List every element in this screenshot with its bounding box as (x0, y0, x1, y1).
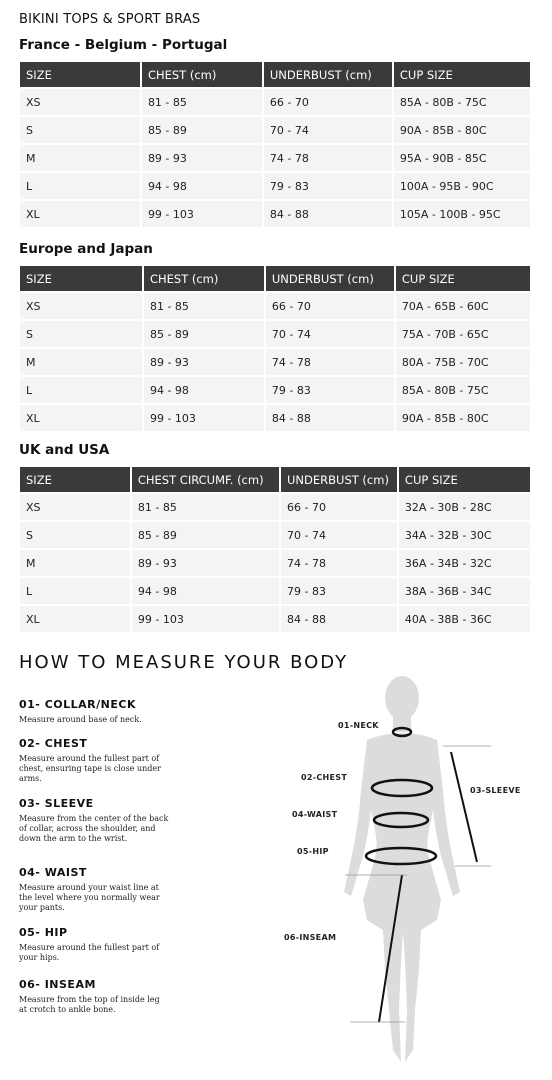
cell-underbust: 84 - 88 (266, 405, 394, 431)
how-to-measure-title: HOW TO MEASURE YOUR BODY (19, 652, 349, 673)
table-row (20, 550, 530, 576)
header-underbust: UNDERBUST (cm) (266, 266, 394, 291)
cell-cup: 40A - 38B - 36C (399, 606, 530, 632)
header-size: SIZE (20, 266, 142, 291)
cell-underbust: 79 - 83 (264, 173, 392, 199)
cell-size: S (20, 321, 142, 347)
cell-chest: 81 - 85 (142, 89, 262, 115)
table-row (20, 145, 530, 171)
measure-step-sleeve (19, 797, 169, 844)
cell-cup: 85A - 80B - 75C (394, 89, 530, 115)
header-underbust: UNDERBUST (cm) (281, 467, 397, 492)
cell-chest: 94 - 98 (144, 377, 264, 403)
table-row (20, 522, 530, 548)
cell-cup: 34A - 32B - 30C (399, 522, 530, 548)
cell-cup: 90A - 85B - 80C (394, 117, 530, 143)
cell-chest: 94 - 98 (132, 578, 279, 604)
cell-size: XS (20, 293, 142, 319)
cell-size: XL (20, 606, 130, 632)
step-heading: 02- CHEST (19, 737, 88, 750)
sleeve-line (451, 752, 477, 862)
figure-label-hip: 05-HIP (297, 847, 329, 856)
cell-underbust: 70 - 74 (281, 522, 397, 548)
section-title-uk-usa: UK and USA (19, 442, 110, 458)
step-description: Measure around your waist line at the level where you normally wear your pants. (19, 883, 160, 912)
cell-underbust: 74 - 78 (264, 145, 392, 171)
table-row (20, 606, 530, 632)
cell-cup: 80A - 75B - 70C (396, 349, 530, 375)
table-row (20, 173, 530, 199)
table-row (20, 578, 530, 604)
section-title-europe-japan: Europe and Japan (19, 241, 153, 257)
cell-underbust: 70 - 74 (264, 117, 392, 143)
cell-chest: 99 - 103 (144, 405, 264, 431)
header-cup-size: CUP SIZE (396, 266, 530, 291)
step-heading: 03- SLEEVE (19, 797, 94, 810)
cell-size: S (20, 522, 130, 548)
measure-step-chest (19, 737, 169, 784)
cell-cup: 70A - 65B - 60C (396, 293, 530, 319)
table-row (20, 89, 530, 115)
cell-chest: 89 - 93 (144, 349, 264, 375)
cell-size: XL (20, 201, 140, 227)
cell-cup: 38A - 36B - 34C (399, 578, 530, 604)
cell-size: M (20, 349, 142, 375)
cell-chest: 89 - 93 (142, 145, 262, 171)
figure-label-inseam: 06-INSEAM (284, 933, 337, 942)
cell-cup: 100A - 95B - 90C (394, 173, 530, 199)
cell-underbust: 66 - 70 (266, 293, 394, 319)
step-description: Measure around the fullest part of your hips. (19, 943, 160, 962)
table-header-row (20, 467, 530, 492)
cell-size: S (20, 117, 140, 143)
size-table-uk-usa (18, 465, 532, 634)
step-heading: 05- HIP (19, 926, 68, 939)
measure-step-inseam (19, 978, 169, 1015)
cell-underbust: 70 - 74 (266, 321, 394, 347)
header-size: SIZE (20, 62, 140, 87)
cell-chest: 81 - 85 (132, 494, 279, 520)
cell-cup: 36A - 34B - 32C (399, 550, 530, 576)
cell-underbust: 66 - 70 (281, 494, 397, 520)
table-row (20, 293, 530, 319)
step-heading: 04- WAIST (19, 866, 87, 879)
table-row (20, 117, 530, 143)
cell-cup: 32A - 30B - 28C (399, 494, 530, 520)
step-description: Measure around the fullest part of chest, ensuring tape is close under arms. (19, 754, 161, 783)
cell-cup: 85A - 80B - 75C (396, 377, 530, 403)
section-title-france: France - Belgium - Portugal (19, 37, 228, 53)
cell-chest: 99 - 103 (132, 606, 279, 632)
cell-underbust: 79 - 83 (266, 377, 394, 403)
cell-size: L (20, 377, 142, 403)
cell-size: XS (20, 494, 130, 520)
step-description: Measure around base of neck. (19, 715, 142, 724)
cell-chest: 94 - 98 (142, 173, 262, 199)
body-measurement-figure (255, 670, 495, 1070)
header-chest: CHEST (cm) (142, 62, 262, 87)
cell-underbust: 74 - 78 (266, 349, 394, 375)
size-table-europe-japan (18, 264, 532, 433)
cell-cup: 90A - 85B - 80C (396, 405, 530, 431)
size-table-france (18, 60, 532, 229)
cell-chest: 85 - 89 (144, 321, 264, 347)
measure-step-waist (19, 866, 169, 913)
cell-underbust: 66 - 70 (264, 89, 392, 115)
table-row (20, 201, 530, 227)
cell-chest: 99 - 103 (142, 201, 262, 227)
cell-cup: 105A - 100B - 95C (394, 201, 530, 227)
table-row (20, 321, 530, 347)
figure-label-sleeve: 03-SLEEVE (470, 786, 521, 795)
measure-step-neck (19, 698, 169, 725)
figure-label-waist: 04-WAIST (292, 810, 338, 819)
cell-chest: 85 - 89 (132, 522, 279, 548)
step-heading: 06- INSEAM (19, 978, 96, 991)
table-row (20, 349, 530, 375)
table-header-row (20, 62, 530, 87)
table-header-row (20, 266, 530, 291)
step-description: Measure from the center of the back of collar, across the shoulder, and down the arm to the wrist. (19, 814, 169, 843)
measure-step-hip (19, 926, 169, 963)
cell-size: L (20, 578, 130, 604)
header-size: SIZE (20, 467, 130, 492)
body-silhouette (344, 676, 460, 1062)
header-underbust: UNDERBUST (cm) (264, 62, 392, 87)
cell-size: L (20, 173, 140, 199)
step-heading: 01- COLLAR/NECK (19, 698, 136, 711)
table-row (20, 377, 530, 403)
step-description: Measure from the top of inside leg at crotch to ankle bone. (19, 995, 160, 1014)
cell-size: XL (20, 405, 142, 431)
cell-chest: 81 - 85 (144, 293, 264, 319)
cell-underbust: 84 - 88 (264, 201, 392, 227)
cell-cup: 95A - 90B - 85C (394, 145, 530, 171)
cell-chest: 85 - 89 (142, 117, 262, 143)
cell-underbust: 74 - 78 (281, 550, 397, 576)
cell-underbust: 79 - 83 (281, 578, 397, 604)
table-row (20, 494, 530, 520)
cell-size: XS (20, 89, 140, 115)
table-row (20, 405, 530, 431)
cell-underbust: 84 - 88 (281, 606, 397, 632)
header-cup-size: CUP SIZE (394, 62, 530, 87)
header-chest: CHEST (cm) (144, 266, 264, 291)
header-cup-size: CUP SIZE (399, 467, 530, 492)
figure-label-neck: 01-NECK (338, 721, 379, 730)
page-title: BIKINI TOPS & SPORT BRAS (19, 12, 201, 27)
figure-label-chest: 02-CHEST (301, 773, 348, 782)
cell-size: M (20, 145, 140, 171)
cell-size: M (20, 550, 130, 576)
cell-cup: 75A - 70B - 65C (396, 321, 530, 347)
cell-chest: 89 - 93 (132, 550, 279, 576)
header-chest: CHEST CIRCUMF. (cm) (132, 467, 279, 492)
